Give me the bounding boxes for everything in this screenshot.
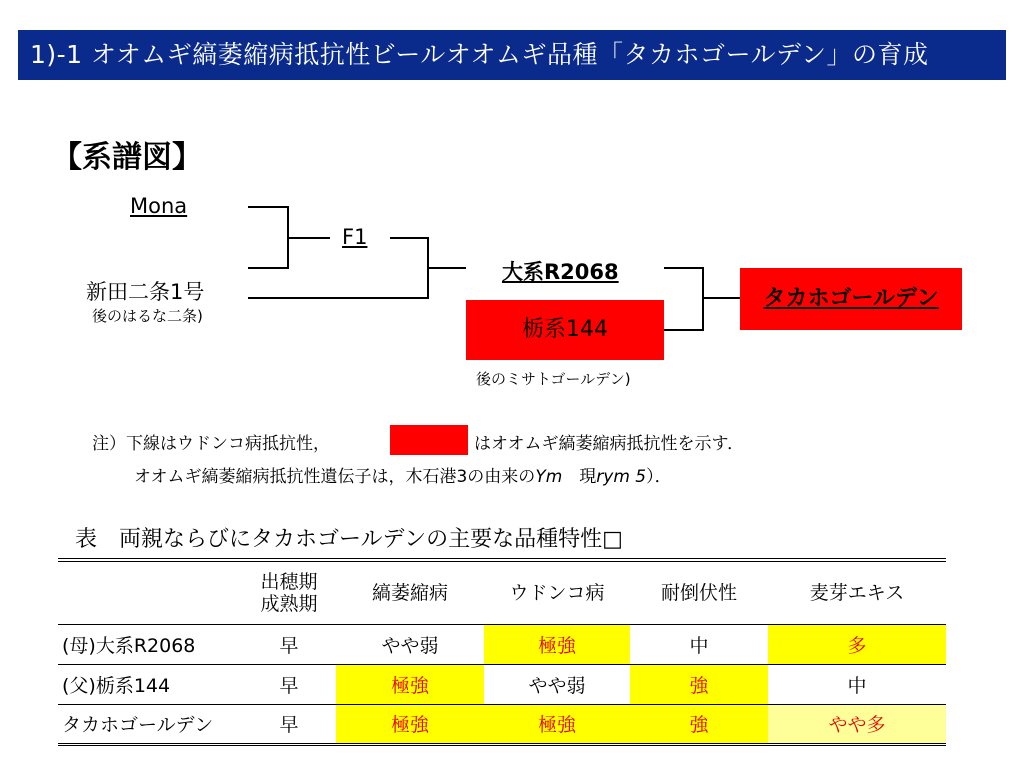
row-label: (父)栃系144 xyxy=(58,664,242,704)
table-cell: 中 xyxy=(768,664,946,704)
table-cell: 極強 xyxy=(484,704,630,744)
note-line2-b: 現 xyxy=(562,467,597,487)
node-f1: F1 xyxy=(342,225,368,249)
table-cell: 中 xyxy=(630,624,768,664)
table-row xyxy=(58,664,946,704)
table-header-row xyxy=(58,560,946,624)
tochikei-note: 後のミサトゴールデン) xyxy=(476,370,631,388)
node-tochikei: 栃系144 xyxy=(466,300,664,360)
note-line2-c: ）． xyxy=(646,467,672,487)
table-cell: やや弱 xyxy=(336,624,484,664)
table-cell: やや弱 xyxy=(484,664,630,704)
header-yellow-mosaic: 縞萎縮病 xyxy=(336,560,484,624)
row-label: (母)大系R2068 xyxy=(58,624,242,664)
parent-niitanijo: 新田二条1号 xyxy=(86,280,205,304)
table-row xyxy=(58,704,946,744)
table-cell: 多 xyxy=(768,624,946,664)
header-heading-date: 出穂期 成熟期 xyxy=(242,560,336,624)
table-caption: 表 両親ならびにタカホゴールデンの主要な品種特性□ xyxy=(75,527,623,552)
row-label: タカホゴールデン xyxy=(58,704,242,744)
header-lodging: 耐倒伏性 xyxy=(630,560,768,624)
parent-mona: Mona xyxy=(130,194,188,218)
table-cell: 極強 xyxy=(336,664,484,704)
trait-table xyxy=(58,558,946,746)
header-malt-extract: 麦芽エキス xyxy=(768,560,946,624)
note-line1-b: はオオムギ縞萎縮病抵抗性を示す． xyxy=(474,434,745,454)
node-taikei: 大系R2068 xyxy=(502,260,619,284)
table-cell: 早 xyxy=(242,664,336,704)
header-cell xyxy=(58,560,242,624)
note-line2-a: オオムギ縞萎縮病抵抗性遺伝子は，木石港3の由来の xyxy=(134,467,536,487)
table-cell: 強 xyxy=(630,704,768,744)
note-ym: Ym xyxy=(535,467,563,487)
note-line1-a: 注）下線はウドンコ病抵抗性， xyxy=(92,434,330,454)
note-line2 xyxy=(134,462,672,487)
table-cell: 早 xyxy=(242,624,336,664)
niitanijo-note: 後のはるな二条) xyxy=(92,307,203,325)
page-title: 1)-1 オオムギ縞萎縮病抵抗性ビールオオムギ品種「タカホゴールデン」の育成 xyxy=(18,30,1006,80)
header-powdery-mildew: ウドンコ病 xyxy=(484,560,630,624)
legend-red-swatch xyxy=(390,425,468,455)
table-cell: 早 xyxy=(242,704,336,744)
table-cell: やや多 xyxy=(768,704,946,744)
pedigree-heading: 【系譜図】 xyxy=(52,140,202,175)
table-cell: 強 xyxy=(630,664,768,704)
table-cell: 極強 xyxy=(484,624,630,664)
table-cell: 極強 xyxy=(336,704,484,744)
node-takaho-golden: タカホゴールデン xyxy=(740,268,962,330)
table-row xyxy=(58,624,946,664)
note-rym5: rym 5 xyxy=(596,467,647,487)
